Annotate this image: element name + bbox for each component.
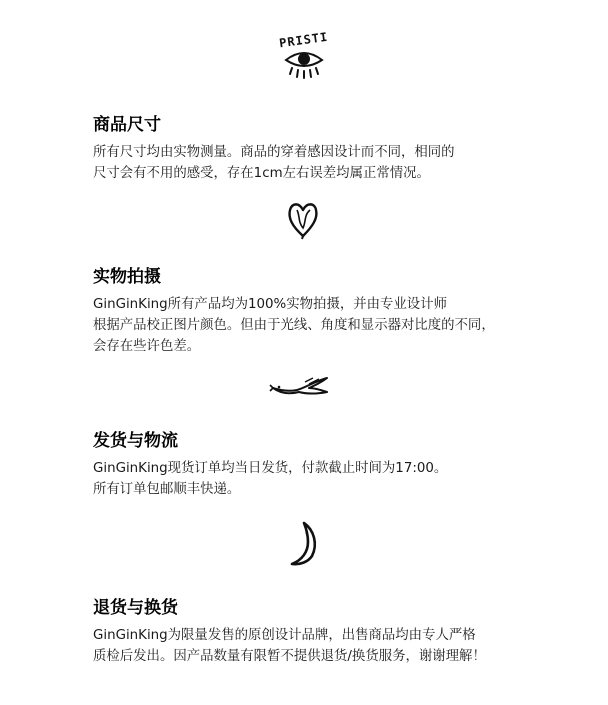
section-returns <box>93 597 573 667</box>
section-body: GinGinKing现货订单均当日发货，付款截止时间为17:00。 所有订单包邮顺丰快递。 <box>93 461 448 497</box>
section-shipping <box>93 430 573 500</box>
moon-icon <box>286 520 322 568</box>
section-title: 退货与换货 <box>93 598 178 618</box>
eye-icon <box>286 53 322 78</box>
logo-wordmark <box>278 30 329 50</box>
section-body: GinGinKing所有产品均为100%实物拍摄，并由专业设计师 根据产品校正图片颜色。但由于光线、角度和显示器对比度的不同， 会存在些许色差。 <box>93 297 495 354</box>
section-title: 发货与物流 <box>93 431 178 451</box>
bird-icon <box>269 372 331 398</box>
brand-logo <box>272 30 336 84</box>
heart-icon <box>286 198 320 240</box>
section-body: GinGinKing为限量发售的原创设计品牌，出售商品均由专人严格 质检后发出。因产品数量有限暂不提供退货/换货服务，谢谢理解！ <box>93 628 486 664</box>
section-body: 所有尺寸均由实物测量。商品的穿着感因设计而不同，相同的 尺寸会有不用的感受，存在1cm左右误差均属正常情况。 <box>93 145 455 181</box>
section-title: 实物拍摄 <box>93 267 161 287</box>
section-photography <box>93 266 573 357</box>
logo-text: PRISTI <box>278 30 330 51</box>
section-size <box>93 114 573 184</box>
section-title: 商品尺寸 <box>93 115 161 135</box>
